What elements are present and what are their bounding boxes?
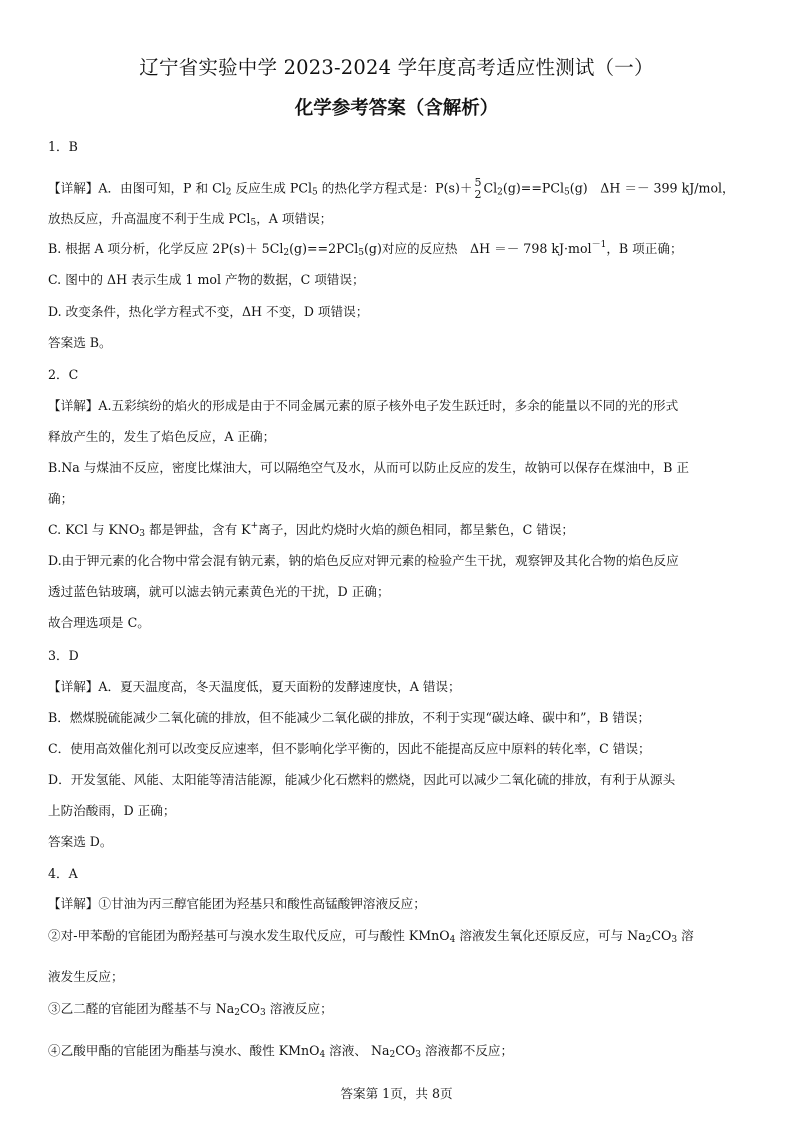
question-1-line-4: C. 图中的 ΔH 表示生成 1 mol 产物的数据，C 项错误； bbox=[48, 272, 365, 287]
question-1-number: 1．B bbox=[48, 139, 78, 154]
question-4-line-5: ④乙酸甲酯的官能团为酯基与溴水、酸性 KMnO$_4$ 溶液、 $Na_2CO_3$ 溶液都不反应； bbox=[48, 1043, 514, 1060]
question-3-line-1: 【详解】A．夏天温度高，冬天温度低，夏天面粉的发酵速度快，A 错误； bbox=[48, 679, 461, 694]
question-2-line-3: B.Na 与煤油不反应，密度比煤油大，可以隔绝空气及水，从而可以防止反应的发生，故钠可以保存在煤油中，B 正 bbox=[48, 460, 689, 475]
question-3-answer: 答案选 D。 bbox=[48, 834, 113, 849]
question-3-line-2: B．燃煤脱硫能减少二氧化硫的排放，但不能减少二氧化碳的排放，不利于实现“碳达峰、碳中和”，B 错误； bbox=[48, 710, 651, 725]
page-title: 辽宁省实验中学 2023-2024 学年度高考适应性测试（一） bbox=[139, 56, 654, 79]
question-4-line-3: 液发生反应； bbox=[48, 969, 124, 984]
question-2-line-7: 透过蓝色钴玻璃，就可以滤去钠元素黄色光的干扰，D 正确； bbox=[48, 584, 390, 599]
question-3-line-5: 上防治酸雨，D 正确； bbox=[48, 803, 176, 818]
question-4-number: 4．A bbox=[48, 866, 78, 881]
question-4-line-1: 【详解】①甘油为丙三醇官能团为羟基只和酸性高锰酸钾溶液反应； bbox=[48, 896, 426, 911]
question-2-line-1: 【详解】A.五彩缤纷的焰火的形成是由于不同金属元素的原子核外电子发生跃迁时，多余的能量以不同的光的形式 bbox=[48, 398, 679, 413]
question-1-line-1: 【详解】A．由图可知，P 和 $Cl_2$ 反应生成 PCl$_5$ 的热化学方程式是：P(s)＋ 5 2 $Cl_2(g)==PCl_5(g)$ ΔH ＝－ 399 kJ/mol， bbox=[48, 176, 735, 201]
question-2-line-5: C. KCl 与 $KNO_3$ 都是钾盐，含有 K+离子，因此灼烧时火焰的颜色相同，都呈紫色，C 错误； bbox=[48, 521, 575, 539]
question-2-line-4: 确； bbox=[48, 491, 74, 506]
question-3-line-3: C．使用高效催化剂可以改变反应速率，但不影响化学平衡的，因此不能提高反应中原料的转化率，C 错误； bbox=[48, 741, 651, 756]
page-footer: 答案第 1页，共 8页 bbox=[340, 1086, 453, 1101]
question-1-line-2: 放热反应，升高温度不利于生成 PCl$_5$，A 项错误； bbox=[48, 211, 333, 228]
question-1-answer: 答案选 B。 bbox=[48, 335, 112, 350]
question-1-line-5: D. 改变条件，热化学方程式不变，ΔH 不变，D 项错误； bbox=[48, 304, 369, 319]
fraction-five-halves: 5 2 bbox=[474, 176, 482, 201]
question-3-number: 3．D bbox=[48, 648, 79, 663]
question-4-line-2: ②对-甲苯酚的官能团为酚羟基可与溴水发生取代反应，可与酸性 KMnO$_4$ 溶液发生氧化还原反应，可与 $Na_2CO_3$ 溶 bbox=[48, 928, 694, 945]
question-2-line-2: 释放产生的，发生了焰色反应，A 正确； bbox=[48, 429, 276, 444]
question-2-answer: 故合理选项是 C。 bbox=[48, 615, 150, 630]
question-2-number: 2．C bbox=[48, 367, 79, 382]
question-2-line-6: D.由于钾元素的化合物中常会混有钠元素，钠的焰色反应对钾元素的检验产生干扰，观察钾及其化合物的焰色反应 bbox=[48, 553, 679, 568]
question-3-line-4: D．开发氢能、风能、太阳能等清洁能源，能减少化石燃料的燃烧，因此可以减少二氧化硫的排放，有利于从源头 bbox=[48, 772, 676, 787]
page-subtitle: 化学参考答案（含解析） bbox=[294, 98, 499, 119]
question-1-line-3: B. 根据 A 项分析，化学反应 $2P(s)+ 5Cl_2(g)==2PCl_5(g)$对应的反应热 ΔH ＝－ 798 kJ·mol$^{-1}$，B 项正确； bbox=[48, 240, 683, 258]
question-4-line-4: ③乙二醛的官能团为醛基不与 $Na_2CO_3$ 溶液反应； bbox=[48, 1001, 333, 1018]
